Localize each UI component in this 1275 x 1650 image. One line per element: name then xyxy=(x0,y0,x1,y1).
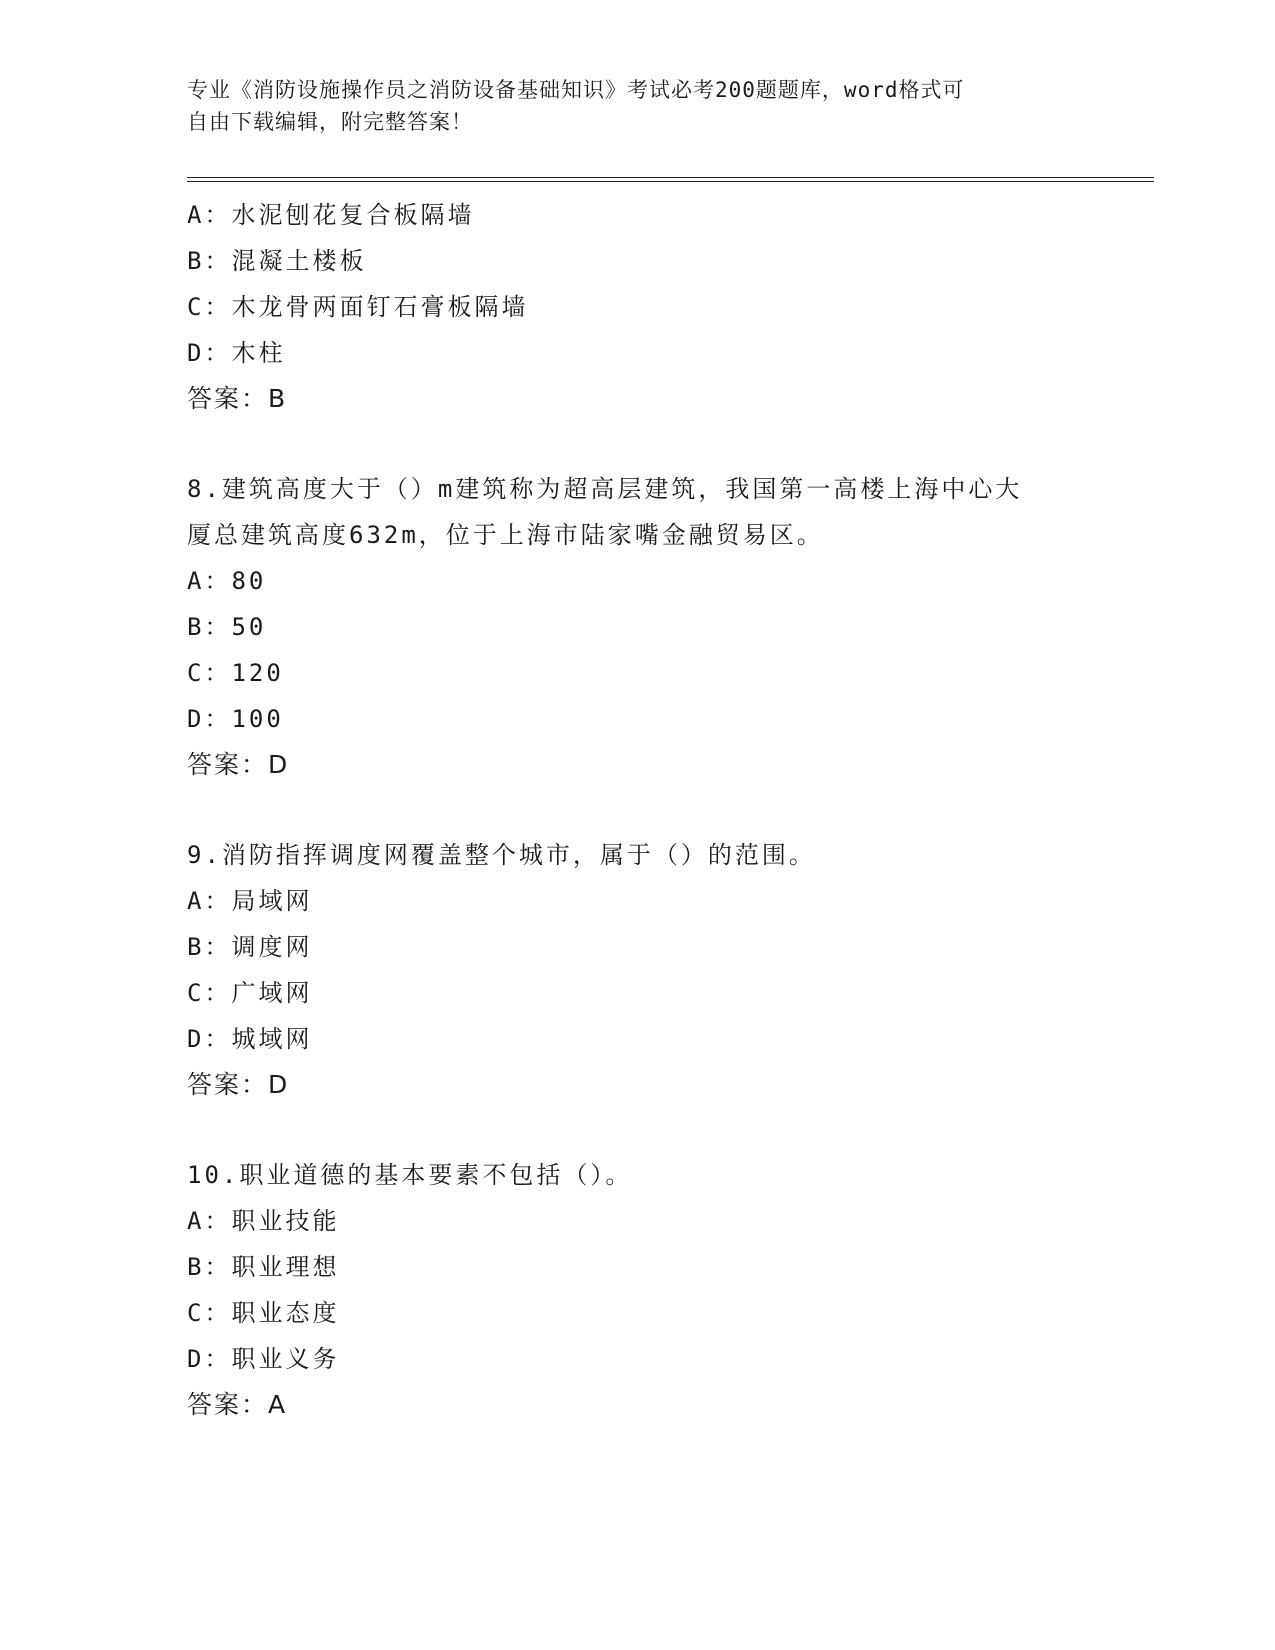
question-text-line-2: 厦总建筑高度632m，位于上海市陆家嘴金融贸易区。 xyxy=(187,521,824,549)
option-b: B：混凝土楼板 xyxy=(187,247,367,275)
option-a: A：局域网 xyxy=(187,887,313,915)
answer-line: 答案：D xyxy=(187,750,290,779)
option-a: A：职业技能 xyxy=(187,1207,340,1235)
option-a: A：水泥刨花复合板隔墙 xyxy=(187,201,475,229)
option-b: B：50 xyxy=(187,613,267,641)
question-text-line-1: 9.消防指挥调度网覆盖整个城市，属于（）的范围。 xyxy=(187,841,816,869)
question-text-line-1: 10.职业道德的基本要素不包括（）。 xyxy=(187,1161,633,1189)
option-c: C：职业态度 xyxy=(187,1299,340,1327)
question-block-8 xyxy=(187,466,1147,788)
question-block-10 xyxy=(187,1152,1147,1428)
option-a: A：80 xyxy=(187,567,267,595)
header-divider-bottom xyxy=(187,181,1154,182)
option-b: B：调度网 xyxy=(187,933,313,961)
header-line-2: 自由下载编辑，附完整答案！ xyxy=(187,110,473,134)
question-text-line-1: 8.建筑高度大于（）m建筑称为超高层建筑，我国第一高楼上海中心大 xyxy=(187,475,1023,503)
option-c: C：木龙骨两面钉石膏板隔墙 xyxy=(187,293,529,321)
option-d: D：城域网 xyxy=(187,1025,313,1053)
header-line-1: 专业《消防设施操作员之消防设备基础知识》考试必考200题题库，word格式可 xyxy=(187,78,965,102)
answer-line: 答案：B xyxy=(187,384,288,413)
document-header xyxy=(187,74,1067,138)
option-b: B：职业理想 xyxy=(187,1253,340,1281)
answer-line: 答案：D xyxy=(187,1070,290,1099)
question-block-9 xyxy=(187,832,1147,1108)
option-d: D：木柱 xyxy=(187,339,286,367)
option-c: C：120 xyxy=(187,659,284,687)
question-block-7 xyxy=(187,192,1147,422)
question-list xyxy=(187,192,1147,1428)
option-d: D：职业义务 xyxy=(187,1345,340,1373)
answer-line: 答案：A xyxy=(187,1390,288,1419)
option-c: C：广域网 xyxy=(187,979,313,1007)
header-divider-top xyxy=(187,177,1154,178)
option-d: D：100 xyxy=(187,705,284,733)
